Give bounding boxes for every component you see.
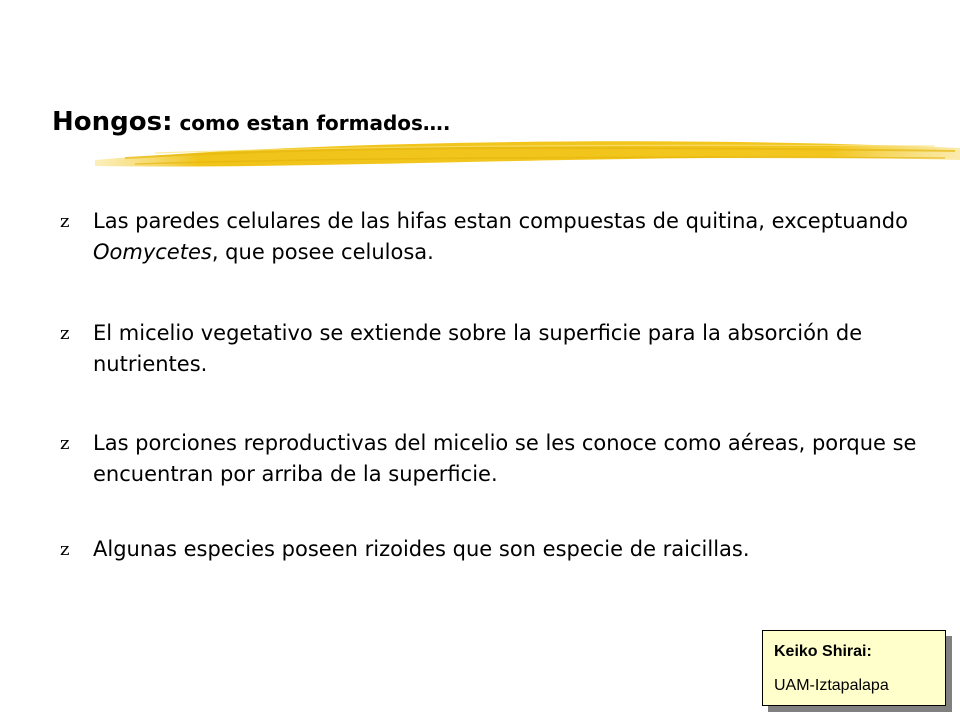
bullet-marker: z [60, 433, 70, 454]
title-subtitle: como estan formados…. [172, 111, 451, 135]
bullet-item [60, 428, 940, 490]
bullet-item [60, 534, 940, 565]
author-name: Keiko Shirai: [774, 643, 872, 660]
bullet-marker: z [60, 211, 70, 232]
bullet-marker: z [60, 539, 70, 560]
bullet-text: Las porciones reproductivas del micelio se les conoce como aéreas, porque se encuentran por arriba de la superficie. [93, 431, 917, 486]
slide-title [52, 100, 451, 138]
bullet-text-emphasis: Oomycetes [93, 240, 212, 264]
bullet-text [93, 206, 940, 268]
bullet-item [60, 318, 940, 380]
bullet-text: El micelio vegetativo se extiende sobre la superficie para la absorción de nutrientes. [93, 321, 863, 376]
author-institution: UAM-Iztapalapa [774, 677, 889, 694]
highlighter-underline [95, 136, 960, 178]
title-main: Hongos: [52, 107, 173, 137]
bullet-text-part: , que posee celulosa. [211, 240, 434, 264]
author-credit-box [762, 630, 948, 708]
bullet-text-part: Las paredes celulares de las hifas estan compuestas de quitina, exceptuando [93, 209, 908, 233]
bullet-text: Algunas especies poseen rizoides que son especie de raicillas. [93, 537, 750, 561]
bullet-item [60, 206, 940, 268]
bullet-marker: z [60, 323, 70, 344]
credit-box [762, 630, 946, 706]
